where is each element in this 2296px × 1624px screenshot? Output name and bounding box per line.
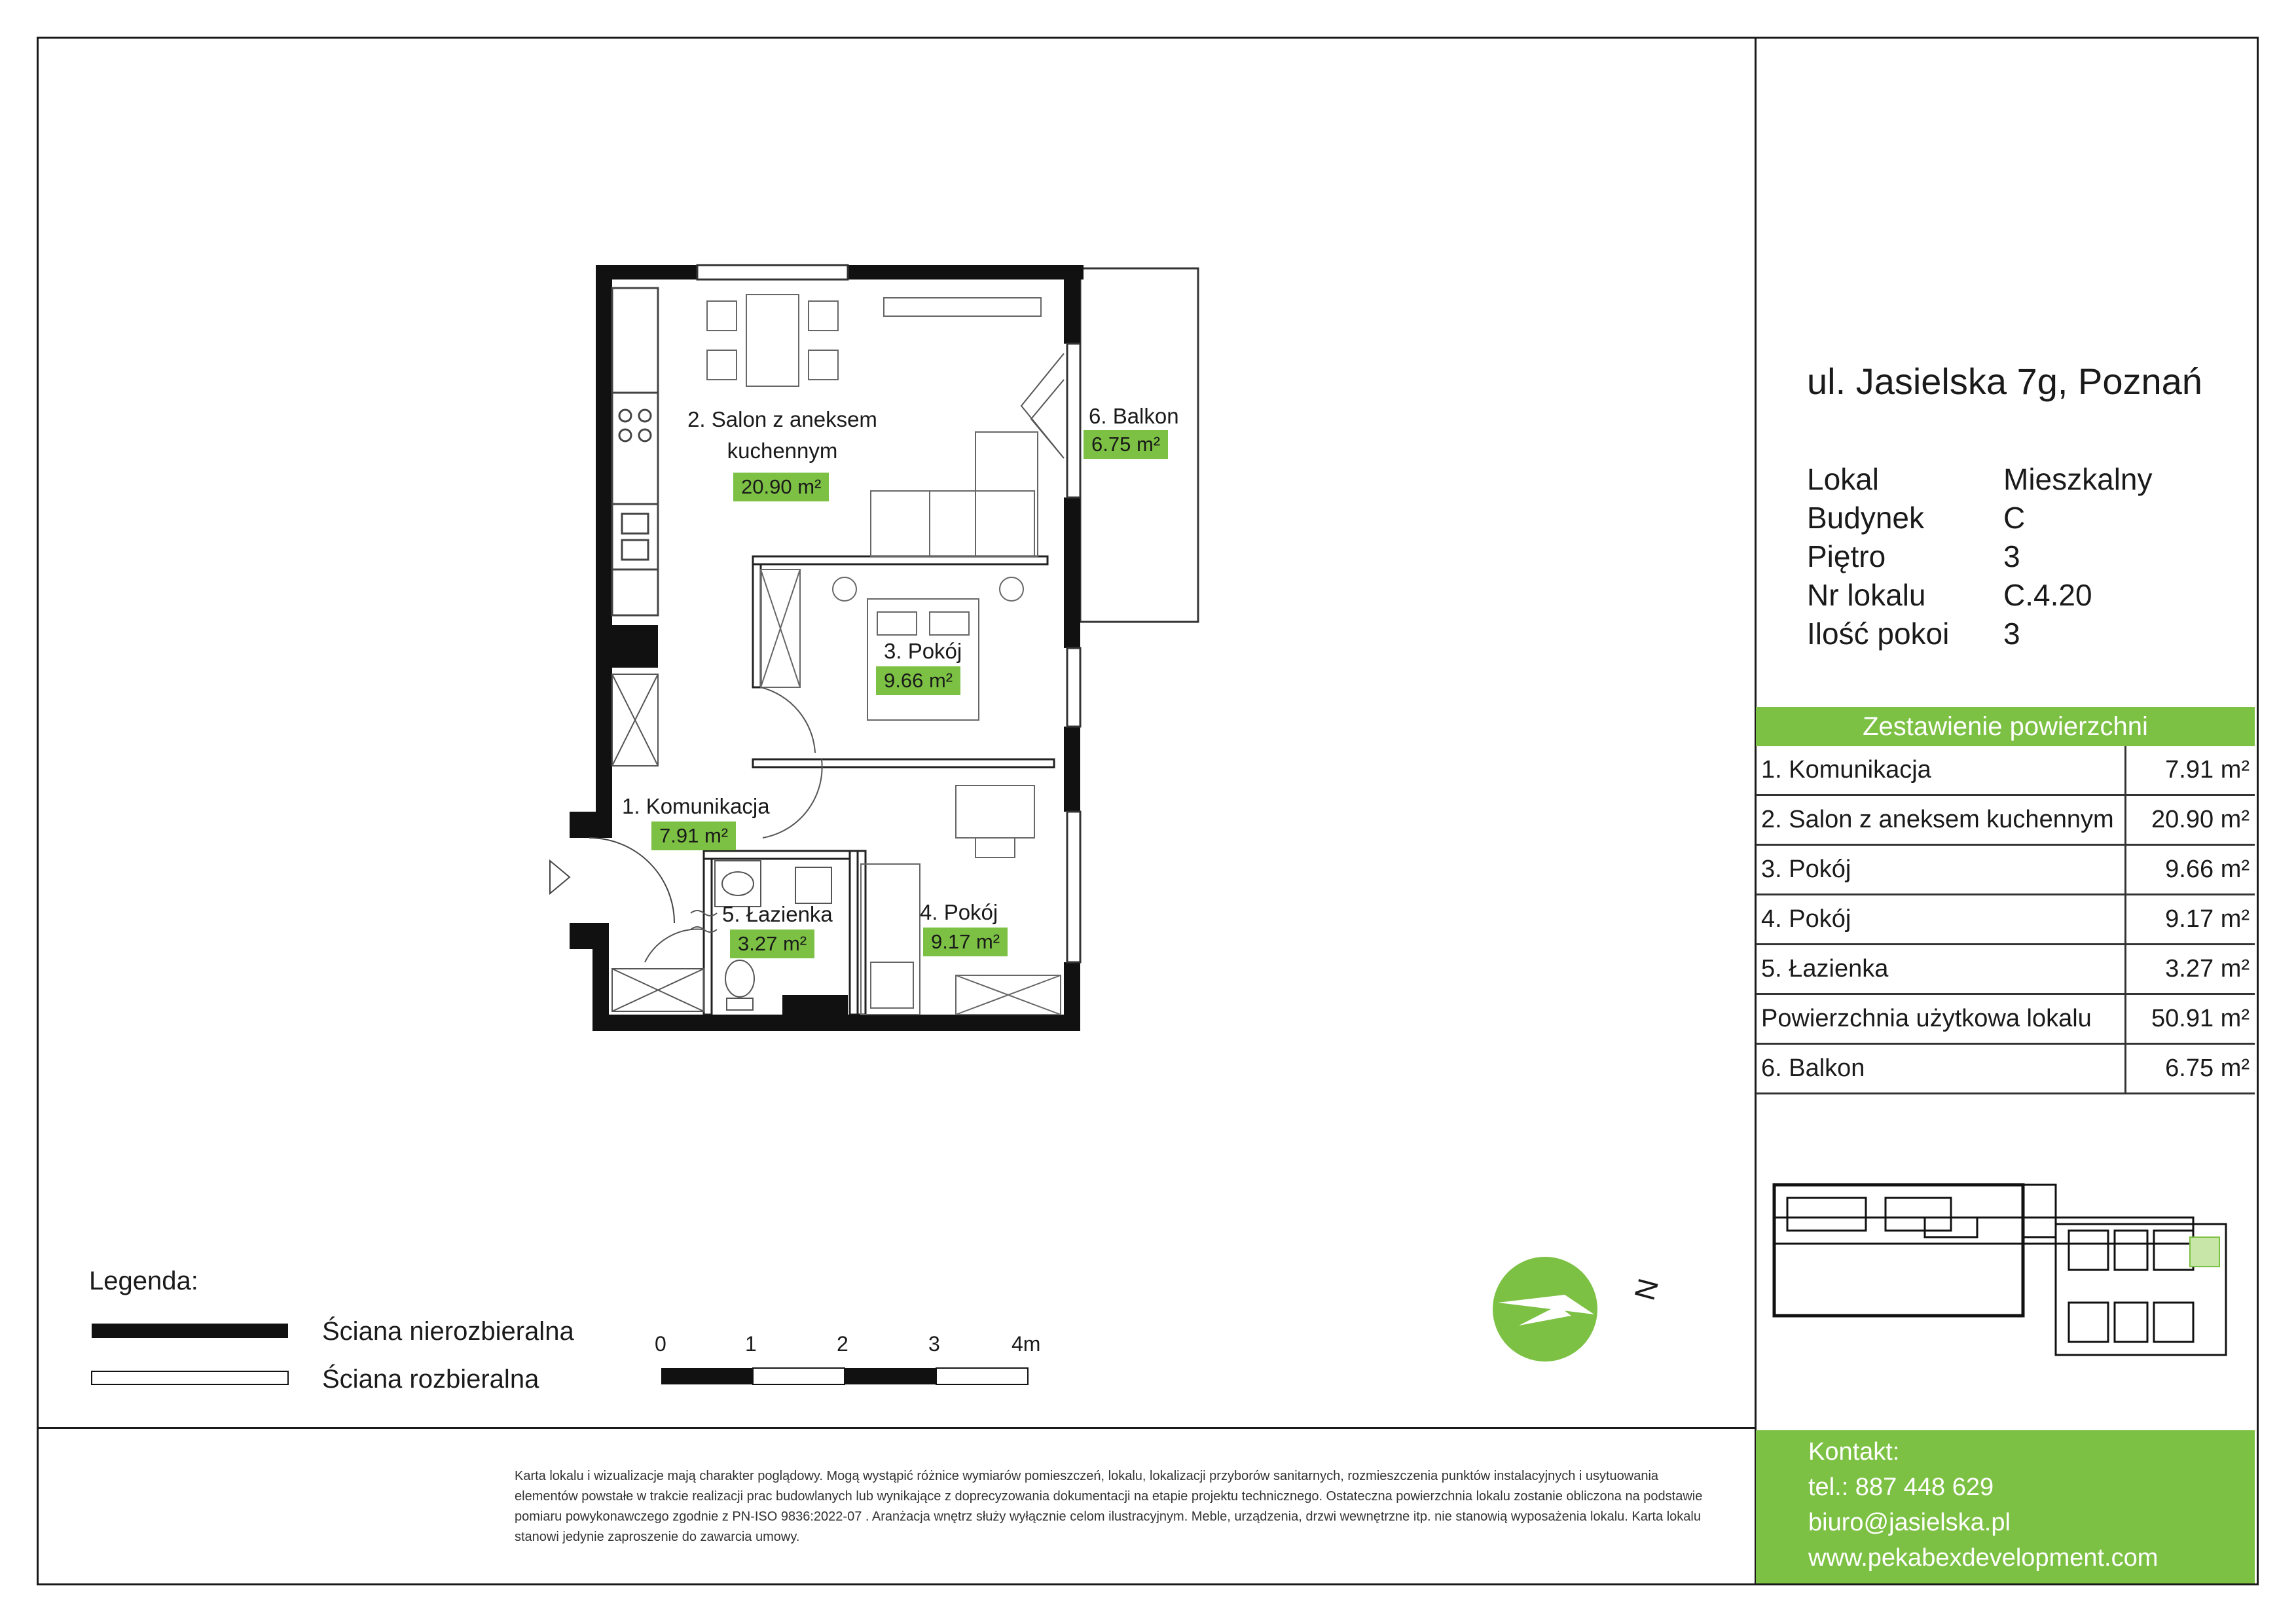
kitchen-counter — [612, 288, 658, 615]
cabinet — [612, 674, 658, 766]
room-label-salon — [674, 407, 890, 463]
room-label-pokoj3: 3. Pokój — [884, 639, 962, 663]
info-label: Nr lokalu — [1807, 578, 1926, 612]
scale-tick-4m: 4m — [1011, 1332, 1041, 1356]
room-label-komunikacja: 1. Komunikacja — [622, 794, 770, 818]
scale-tick-2: 2 — [837, 1332, 848, 1356]
area-name: 5. Łazienka — [1756, 945, 2126, 994]
scale-tick-1: 1 — [745, 1332, 757, 1356]
area-value: 7.91 m² — [2126, 746, 2255, 795]
area-table — [1756, 707, 2255, 1094]
dining-set — [707, 295, 838, 386]
room-area-komunikacja: 7.91 m² — [651, 821, 736, 850]
entrance-door — [550, 838, 674, 923]
room-label-salon-line2: kuchennym — [727, 439, 838, 463]
sofa — [871, 432, 1038, 556]
room-area-balkon: 6.75 m² — [1084, 430, 1168, 459]
key-plan — [1774, 1185, 2226, 1355]
legend-label-removable: Ściana rozbieralna — [322, 1365, 539, 1394]
contact-email[interactable]: biuro@jasielska.pl — [1808, 1509, 2011, 1536]
scale-bar — [661, 1368, 1028, 1384]
room-label-balkon: 6. Balkon — [1089, 404, 1179, 428]
bedroom-door — [761, 687, 815, 753]
table-row — [1756, 895, 2255, 945]
area-value: 9.66 m² — [2126, 845, 2255, 895]
info-label: Piętro — [1807, 539, 1886, 573]
contact-title: Kontakt: — [1808, 1438, 1900, 1466]
info-label: Ilość pokoi — [1807, 617, 1950, 651]
area-name: Powierzchnia użytkowa lokalu — [1756, 994, 2126, 1044]
scale-tick-0: 0 — [655, 1332, 666, 1356]
disclaimer: Karta lokalu i wizualizacje mają charakter poglądowy. Mogą wystąpić różnice wymiarów pomieszczeń, lokalu, lokalizacji przyborów sanitarnych, rozmieszczenia punktów instalacyjnych i usytuowania elementów powstałe w trakcie realizacji prac budowlanych lub wynikające z doprecyzowania dokumentacji na etapie projektu technicznego. Ostateczna powierzchnia lokalu zostanie obliczona na podstawie pomiaru powykonawczego zgodnie z PN-ISO 9836:2022-07 . Aranżacja wnętrz służy wyłącznie celom ilustracyjnym. Meble, urządzenia, drzwi wewnętrzne itp. nie stanowią wyposażenia lokalu. Karta lokalu stanowi jedynie zaproszenie do zawarcia umowy. — [515, 1469, 1703, 1544]
area-name: 2. Salon z aneksem kuchennym — [1756, 795, 2126, 845]
room-area-pokoj3: 9.66 m² — [876, 666, 960, 695]
area-table-title: Zestawienie powierzchni — [1756, 707, 2255, 746]
legend-label-load-bearing: Ściana nierozbieralna — [322, 1317, 574, 1346]
area-value: 6.75 m² — [2126, 1044, 2255, 1094]
room-area-salon: 20.90 m² — [733, 473, 829, 501]
table-row — [1756, 845, 2255, 895]
info-value: C.4.20 — [2003, 578, 2092, 612]
info-label: Lokal — [1807, 462, 1879, 496]
area-name: 1. Komunikacja — [1756, 746, 2126, 795]
contact-website[interactable]: www.pekabexdevelopment.com — [1808, 1544, 2159, 1572]
area-name: 4. Pokój — [1756, 895, 2126, 945]
table-row — [1756, 795, 2255, 845]
room-label-lazienka: 5. Łazienka — [722, 902, 833, 926]
balcony-door — [1021, 353, 1064, 458]
table-row — [1756, 994, 2255, 1044]
room-label-pokoj4: 4. Pokój — [920, 900, 998, 924]
hall-wardrobe — [612, 969, 704, 1011]
room-area-lazienka: 3.27 m² — [730, 929, 814, 958]
corridor-door-swing — [763, 759, 822, 838]
north-label: N — [1628, 1275, 1666, 1304]
info-value: C — [2003, 501, 2026, 535]
legend-wall-solid — [92, 1324, 288, 1338]
area-value: 9.17 m² — [2126, 895, 2255, 945]
info-value: Mieszkalny — [2003, 462, 2153, 496]
area-name: 3. Pokój — [1756, 845, 2126, 895]
info-label: Budynek — [1807, 501, 1925, 535]
area-value: 20.90 m² — [2126, 795, 2255, 845]
info-value: 3 — [2003, 539, 2020, 573]
table-row — [1756, 746, 2255, 795]
room-area-pokoj4: 9.17 m² — [923, 928, 1008, 956]
north-compass — [1493, 1257, 1597, 1362]
table-row — [1756, 945, 2255, 994]
tv-board — [884, 298, 1041, 316]
contact-phone[interactable]: tel.: 887 448 629 — [1808, 1473, 1994, 1501]
address: ul. Jasielska 7g, Poznań — [1807, 361, 2202, 402]
area-value: 3.27 m² — [2126, 945, 2255, 994]
legend-wall-outline — [92, 1371, 288, 1384]
table-row — [1756, 1044, 2255, 1094]
room-label-salon-line1: 2. Salon z aneksem — [687, 407, 877, 431]
scale-tick-3: 3 — [928, 1332, 940, 1356]
area-name: 6. Balkon — [1756, 1044, 2126, 1094]
contact-box — [1756, 1430, 2255, 1583]
info-value: 3 — [2003, 617, 2020, 651]
key-plan-highlight — [2190, 1237, 2219, 1267]
legend-title: Legenda: — [89, 1267, 198, 1295]
area-value: 50.91 m² — [2126, 994, 2255, 1044]
